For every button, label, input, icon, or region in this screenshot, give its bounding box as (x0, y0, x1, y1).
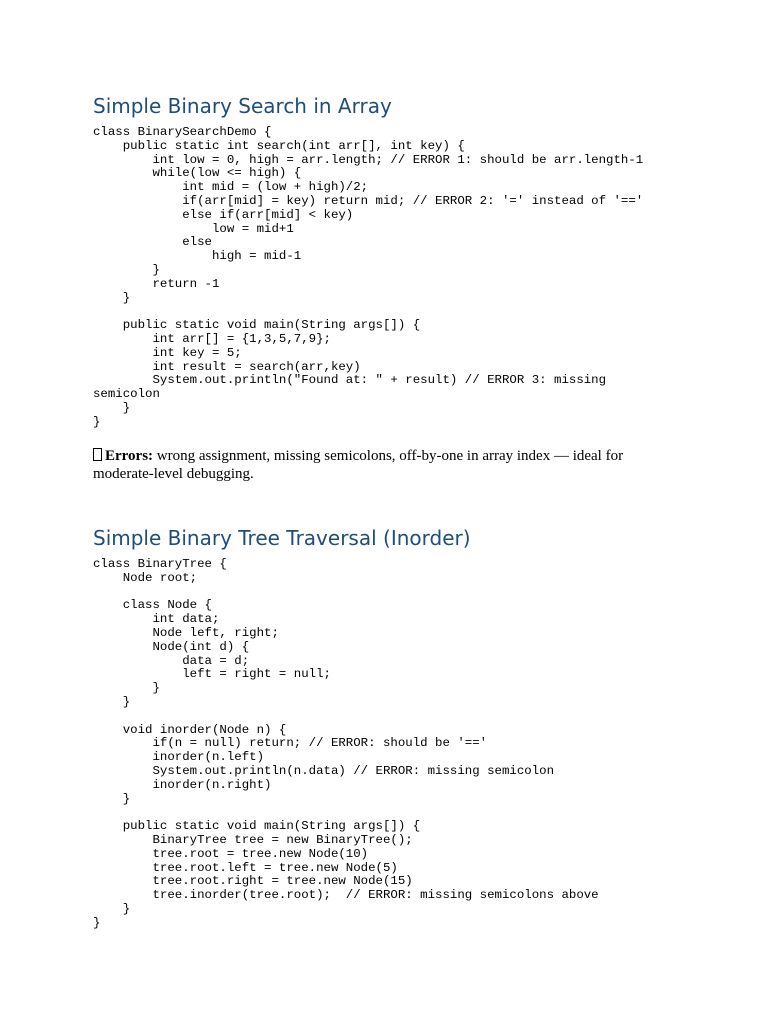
code-line: if(n = null) return; // ERROR: should be '==' (93, 736, 488, 751)
code-line: while(low <= high) { (93, 166, 302, 181)
code-block-binary-search (93, 126, 643, 430)
code-line: int arr[] = {1,3,5,7,9}; (93, 331, 331, 346)
code-line: } (93, 681, 160, 696)
code-line: } (93, 414, 101, 429)
code-line: return -1 (93, 276, 220, 291)
code-line: public static void main(String args[]) { (93, 318, 421, 333)
code-line: low = mid+1 (93, 221, 294, 236)
code-line: int key = 5; (93, 345, 242, 360)
code-line: left = right = null; (93, 667, 331, 682)
code-line: } (93, 901, 131, 916)
code-block-binary-tree (93, 558, 599, 931)
code-line: Node root; (93, 570, 198, 585)
code-line: else (93, 235, 212, 250)
code-line: int low = 0, high = arr.length; // ERROR 1: should be arr.length-1 (93, 152, 644, 167)
code-line: if(arr[mid] = key) return mid; // ERROR 2: '=' instead of '==' (93, 193, 644, 208)
code-line: tree.root.right = tree.new Node(15) (93, 874, 413, 889)
code-line: } (93, 915, 101, 930)
code-line: data = d; (93, 653, 250, 668)
code-line: void inorder(Node n) { (93, 722, 287, 737)
code-line: } (93, 262, 160, 277)
code-line: inorder(n.left) (93, 750, 265, 765)
errors-note (93, 448, 673, 483)
code-line: Node left, right; (93, 625, 279, 640)
code-line: } (93, 290, 131, 305)
code-line: } (93, 400, 131, 415)
section-heading-binary-tree: Simple Binary Tree Traversal (Inorder) (93, 526, 471, 550)
code-line: tree.root.left = tree.new Node(5) (93, 860, 398, 875)
code-line: class BinarySearchDemo { (93, 125, 272, 139)
code-line: int result = search(arr,key) (93, 359, 361, 374)
code-line: class Node { (93, 598, 212, 613)
code-line: System.out.println(n.data) // ERROR: missing semicolon (93, 763, 555, 778)
code-line: tree.root = tree.new Node(10) (93, 846, 369, 861)
code-line: semicolon (93, 387, 160, 402)
code-line: int data; (93, 612, 220, 627)
code-line: public static int search(int arr[], int key) { (93, 138, 465, 153)
code-line: class BinaryTree { (93, 557, 227, 571)
code-line: BinaryTree tree = new BinaryTree(); (93, 832, 413, 847)
code-line: } (93, 694, 131, 709)
code-line: inorder(n.right) (93, 777, 272, 792)
errors-label: Errors: (105, 448, 154, 464)
missing-glyph-icon (93, 448, 102, 461)
code-line: else if(arr[mid] < key) (93, 207, 354, 222)
code-line: high = mid-1 (93, 249, 302, 264)
code-line: Node(int d) { (93, 639, 250, 654)
code-line: int mid = (low + high)/2; (93, 180, 369, 195)
code-line: System.out.println("Found at: " + result) // ERROR 3: missing (93, 373, 607, 388)
code-line: tree.inorder(tree.root); // ERROR: missing semicolons above (93, 888, 599, 903)
errors-text: wrong assignment, missing semicolons, off-by-one in array index — ideal for moderate-level debugging. (93, 448, 624, 482)
code-line: public static void main(String args[]) { (93, 819, 421, 834)
code-line: } (93, 791, 131, 806)
section-heading-binary-search: Simple Binary Search in Array (93, 94, 392, 118)
